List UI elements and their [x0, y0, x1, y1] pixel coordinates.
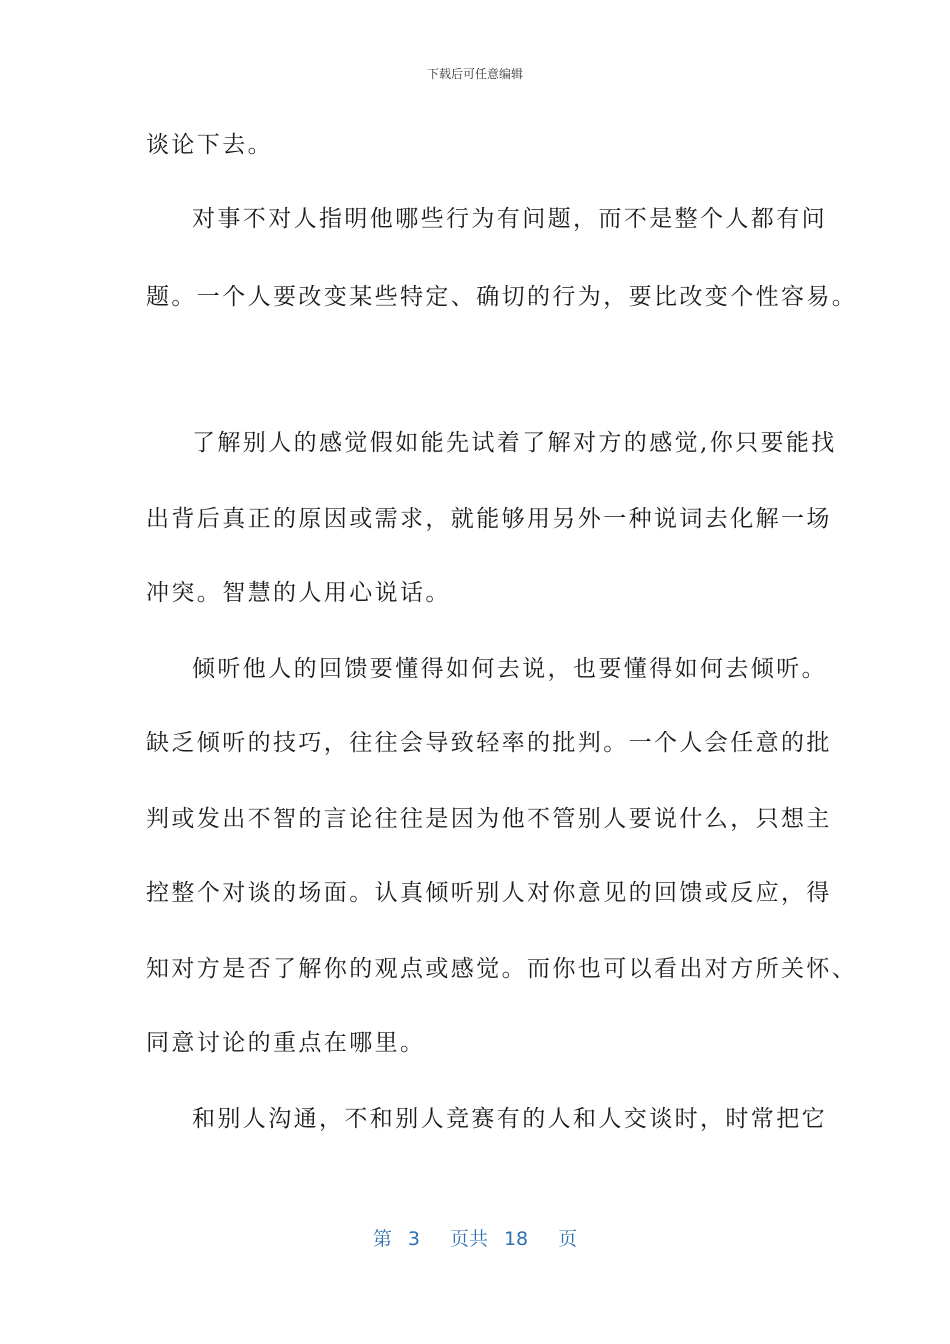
- body-line-12: 同意讨论的重点在哪里。: [146, 1030, 426, 1056]
- body-line-11: 知对方是否了解你的观点或感觉。而你也可以看出对方所关怀、: [146, 956, 858, 982]
- body-line-1: 谈论下去。: [146, 132, 273, 158]
- body-line-13: 和别人沟通，不和别人竞赛有的人和人交谈时，时常把它: [192, 1106, 827, 1132]
- footer-current-page: 3: [407, 1228, 420, 1250]
- footer-page-middle: 页共: [449, 1228, 488, 1250]
- body-line-3: 题。一个人要改变某些特定、确切的行为，要比改变个性容易。: [146, 284, 858, 310]
- page-header-note: 下载后可任意编辑: [426, 67, 523, 81]
- footer-page-prefix: 第: [372, 1228, 392, 1250]
- body-line-9: 判或发出不智的言论往往是因为他不管别人要说什么，只想主: [146, 806, 832, 832]
- body-line-2: 对事不对人指明他哪些行为有问题，而不是整个人都有问: [192, 206, 827, 232]
- body-line-8: 缺乏倾听的技巧，往往会导致轻率的批判。一个人会任意的批: [146, 730, 832, 756]
- body-line-4: 了解别人的感觉假如能先试着了解对方的感觉,你只要能找: [192, 430, 837, 456]
- footer-total-pages: 18: [503, 1228, 529, 1250]
- footer-page-suffix: 页: [558, 1228, 578, 1250]
- page-footer: [0, 1226, 950, 1252]
- body-line-5: 出背后真正的原因或需求，就能够用另外一种说词去化解一场: [146, 506, 832, 532]
- body-line-7: 倾听他人的回馈要懂得如何去说，也要懂得如何去倾听。: [192, 656, 827, 682]
- body-line-6: 冲突。智慧的人用心说话。: [146, 580, 451, 606]
- body-line-10: 控整个对谈的场面。认真倾听别人对你意见的回馈或反应，得: [146, 880, 832, 906]
